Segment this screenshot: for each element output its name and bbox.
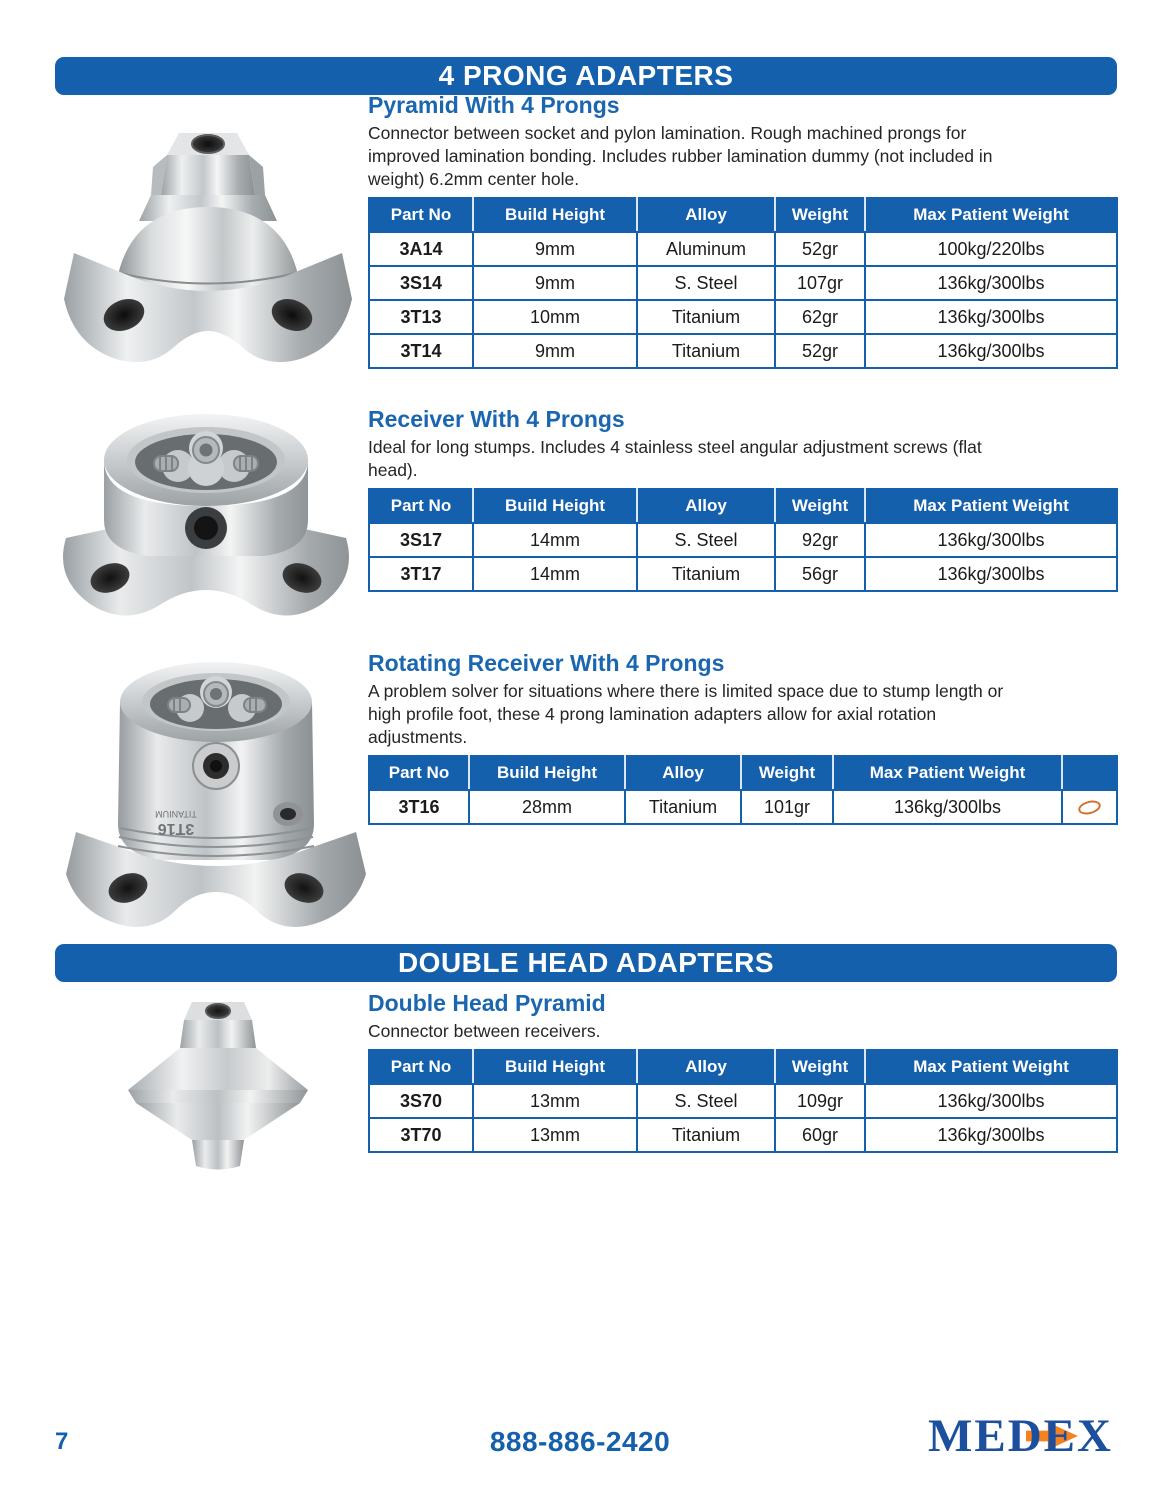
table-row <box>369 523 1117 557</box>
description-line: high profile foot, these 4 prong lamination adapters allow for axial rotation <box>368 704 937 724</box>
table-cell: 13mm <box>473 1084 637 1118</box>
table-cell: 9mm <box>473 334 637 368</box>
table-row <box>369 1118 1117 1152</box>
medex-logo <box>928 1410 1113 1462</box>
engraving-part-number: 3T16 <box>157 820 195 837</box>
column-header: Part No <box>369 756 469 790</box>
section-description <box>368 680 1128 749</box>
section-heading: Double Head Pyramid <box>368 990 606 1016</box>
table-cell: 136kg/300lbs <box>865 266 1117 300</box>
description-line: A problem solver for situations where there is limited space due to stump length or <box>368 681 1004 701</box>
description-line: Connector between receivers. <box>368 1021 601 1041</box>
rotating-receiver-illustration <box>56 648 380 936</box>
table-cell: S. Steel <box>637 266 775 300</box>
column-header <box>1062 756 1117 790</box>
table-row <box>369 557 1117 591</box>
page-number: 7 <box>55 1428 69 1455</box>
column-header: Max Patient Weight <box>865 489 1117 523</box>
table-cell: 100kg/220lbs <box>865 232 1117 266</box>
table-cell: Titanium <box>637 300 775 334</box>
section-rotating-receiver <box>368 650 1128 825</box>
section-description <box>368 436 1128 482</box>
table-cell <box>1062 790 1117 824</box>
table-row <box>369 266 1117 300</box>
column-header: Max Patient Weight <box>833 756 1062 790</box>
column-header: Weight <box>775 198 865 232</box>
description-line: weight) 6.2mm center hole. <box>368 169 580 189</box>
section-heading: Receiver With 4 Prongs <box>368 406 625 432</box>
pyramid-adapter-illustration <box>58 103 358 383</box>
table-cell: S. Steel <box>637 523 775 557</box>
spec-table-pyramid <box>368 197 1118 369</box>
spec-table-rotating <box>368 755 1118 825</box>
table-row <box>369 300 1117 334</box>
table-cell: Titanium <box>637 334 775 368</box>
description-line: head). <box>368 460 418 480</box>
table-cell: 60gr <box>775 1118 865 1152</box>
description-line: improved lamination bonding. Includes rubber lamination dummy (not included in <box>368 146 993 166</box>
table-cell: 109gr <box>775 1084 865 1118</box>
table-cell: 3T14 <box>369 334 473 368</box>
table-cell: S. Steel <box>637 1084 775 1118</box>
spec-table-double-head <box>368 1049 1118 1153</box>
table-cell: Aluminum <box>637 232 775 266</box>
column-header: Alloy <box>625 756 741 790</box>
logo-text-e: E <box>1043 1410 1078 1462</box>
table-cell: 62gr <box>775 300 865 334</box>
table-row <box>369 790 1117 824</box>
section-heading: Pyramid With 4 Prongs <box>368 92 620 118</box>
column-header: Weight <box>775 489 865 523</box>
logo-text-med: MED <box>928 1410 1044 1462</box>
product-photo-receiver-4-prongs <box>52 398 360 630</box>
section-receiver-4-prongs <box>368 406 1128 592</box>
column-header: Part No <box>369 1050 473 1084</box>
table-cell: 136kg/300lbs <box>833 790 1062 824</box>
table-cell: 3T16 <box>369 790 469 824</box>
table-cell: 28mm <box>469 790 625 824</box>
section-description <box>368 1020 1128 1043</box>
column-header: Build Height <box>469 756 625 790</box>
table-cell: 9mm <box>473 266 637 300</box>
section-heading: Rotating Receiver With 4 Prongs <box>368 650 725 676</box>
table-cell: 3T17 <box>369 557 473 591</box>
table-header-row <box>369 198 1117 232</box>
column-header: Weight <box>741 756 833 790</box>
table-cell: Titanium <box>625 790 741 824</box>
section-double-head-pyramid <box>368 990 1128 1153</box>
table-header-row <box>369 489 1117 523</box>
double-head-pyramid-illustration <box>102 988 334 1174</box>
column-header: Part No <box>369 489 473 523</box>
table-cell: 3T70 <box>369 1118 473 1152</box>
spec-table-receiver <box>368 488 1118 592</box>
table-cell: 92gr <box>775 523 865 557</box>
table-cell: 136kg/300lbs <box>865 300 1117 334</box>
table-cell: 3A14 <box>369 232 473 266</box>
oring-icon <box>1077 798 1103 817</box>
table-cell: 101gr <box>741 790 833 824</box>
table-cell: Titanium <box>637 557 775 591</box>
table-cell: 56gr <box>775 557 865 591</box>
banner-double-head-adapters: DOUBLE HEAD ADAPTERS <box>55 944 1117 982</box>
column-header: Alloy <box>637 1050 775 1084</box>
table-cell: 13mm <box>473 1118 637 1152</box>
table-cell: 52gr <box>775 232 865 266</box>
table-cell: 3T13 <box>369 300 473 334</box>
table-cell: 136kg/300lbs <box>865 557 1117 591</box>
description-line: Connector between socket and pylon lamination. Rough machined prongs for <box>368 123 967 143</box>
table-cell: 3S14 <box>369 266 473 300</box>
section-description <box>368 122 1128 191</box>
table-cell: 9mm <box>473 232 637 266</box>
table-cell: 136kg/300lbs <box>865 334 1117 368</box>
table-cell: 136kg/300lbs <box>865 1118 1117 1152</box>
table-cell: 14mm <box>473 523 637 557</box>
column-header: Weight <box>775 1050 865 1084</box>
engraving-material: TITANIUM <box>155 809 197 819</box>
product-photo-double-head-pyramid <box>102 988 334 1174</box>
column-header: Build Height <box>473 1050 637 1084</box>
description-line: Ideal for long stumps. Includes 4 stainless steel angular adjustment screws (flat <box>368 437 982 457</box>
table-cell: 136kg/300lbs <box>865 523 1117 557</box>
table-cell: Titanium <box>637 1118 775 1152</box>
table-row <box>369 1084 1117 1118</box>
column-header: Alloy <box>637 198 775 232</box>
table-header-row <box>369 756 1117 790</box>
product-photo-rotating-receiver <box>56 648 380 936</box>
logo-text-x: X <box>1077 1410 1113 1462</box>
column-header: Build Height <box>473 198 637 232</box>
section-pyramid-4-prongs <box>368 92 1128 369</box>
column-header: Alloy <box>637 489 775 523</box>
column-header: Max Patient Weight <box>865 198 1117 232</box>
table-header-row <box>369 1050 1117 1084</box>
receiver-adapter-illustration <box>52 398 360 630</box>
table-row <box>369 334 1117 368</box>
column-header: Part No <box>369 198 473 232</box>
product-photo-pyramid-4-prongs <box>58 103 358 383</box>
banner-4-prong-adapters: 4 PRONG ADAPTERS <box>55 57 1117 95</box>
phone-number: 888-886-2420 <box>489 1426 671 1457</box>
table-cell: 14mm <box>473 557 637 591</box>
table-row <box>369 232 1117 266</box>
table-cell: 3S17 <box>369 523 473 557</box>
table-cell: 52gr <box>775 334 865 368</box>
column-header: Max Patient Weight <box>865 1050 1117 1084</box>
table-cell: 3S70 <box>369 1084 473 1118</box>
description-line: adjustments. <box>368 727 468 747</box>
column-header: Build Height <box>473 489 637 523</box>
table-cell: 136kg/300lbs <box>865 1084 1117 1118</box>
table-cell: 10mm <box>473 300 637 334</box>
table-cell: 107gr <box>775 266 865 300</box>
